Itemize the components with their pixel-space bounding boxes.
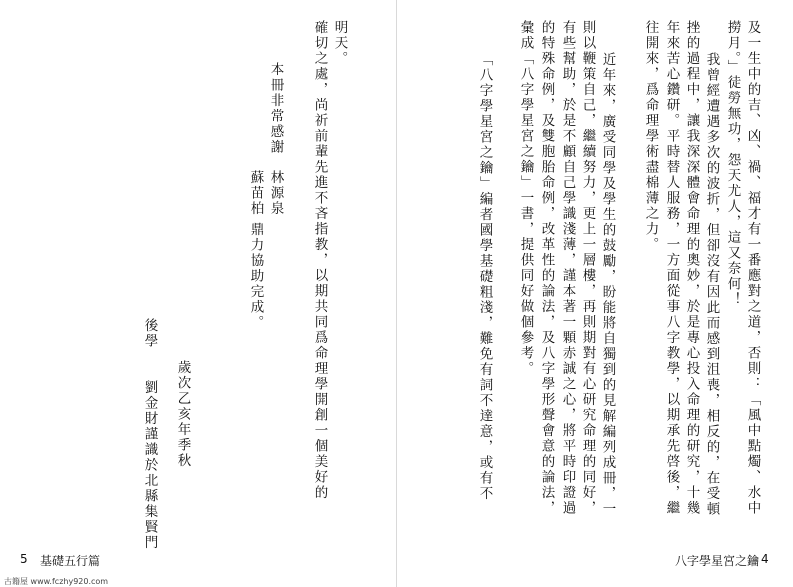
text-column: 劉金財謹識於北縣集賢門	[141, 380, 158, 551]
text-column: 年來苦心鑽研。平時替人服務，一方面從事八字教學，以期承先啓後，繼	[663, 20, 680, 516]
footer-title: 基礎五行篇	[40, 554, 101, 568]
text-column: 有些幫助，於是不顧自己學識淺薄，謹本著一顆赤誠之心，將平時印證過	[559, 20, 576, 516]
page-spine	[396, 0, 397, 587]
text-column: 林源泉	[267, 170, 284, 217]
watermark: 古籍屋 www.fczhy920.com	[4, 577, 109, 586]
text-column: 我曾經遭遇多次的波折，但卻沒有因此而感到沮喪，相反的，在受頓	[703, 52, 720, 517]
text-column: 明天。	[331, 20, 348, 67]
text-column: 鼎力協助完成。	[247, 222, 264, 331]
text-column: 「八字學星宮之鑰」編者國學基礎粗淺，難免有詞不達意，或有不	[476, 52, 493, 502]
text-column: 本冊非常感謝	[267, 62, 284, 155]
text-column: 後學	[141, 318, 158, 349]
text-column: 及一生中的吉、凶、禍、福才有一番應對之道，否則：「風中點燭、水中	[744, 20, 761, 516]
left-page	[0, 0, 396, 587]
text-column: 歲次乙亥年季秋	[174, 360, 191, 469]
footer-title: 八字學星宮之鑰	[675, 554, 760, 568]
text-column: 蘇苗柏	[247, 170, 264, 217]
text-column: 則以鞭策自己，繼續努力，更上一層樓，再則期對有心研究命理的同好，	[579, 20, 596, 516]
text-column: 近年來，廣受同學及學生的鼓勵，盼能將自獨到的見解編列成冊，一	[599, 52, 616, 517]
text-column: 的特殊命例，及雙胞胎命例，改革性的論法，及八字學形聲會意的論法，	[538, 20, 555, 516]
text-column: 彙成「八字學星宮之鑰」一書，提供同好做個參考。	[517, 20, 534, 377]
text-column: 撈月。」徒勞無功，怨天尤人，這又奈何！	[724, 20, 741, 308]
page-number: 5	[20, 552, 28, 566]
text-column: 確切之處，尚祈前輩先進不吝指教，以期共同爲命理學開創一個美好的	[311, 20, 328, 501]
right-page	[397, 0, 793, 587]
text-column: 往開來，爲命理學術盡棉薄之力。	[642, 20, 659, 253]
text-column: 挫的過程中，讓我深深體會命理的奧妙，於是專心投入命理的研究，十幾	[683, 20, 700, 516]
page-number: 4	[761, 552, 769, 566]
